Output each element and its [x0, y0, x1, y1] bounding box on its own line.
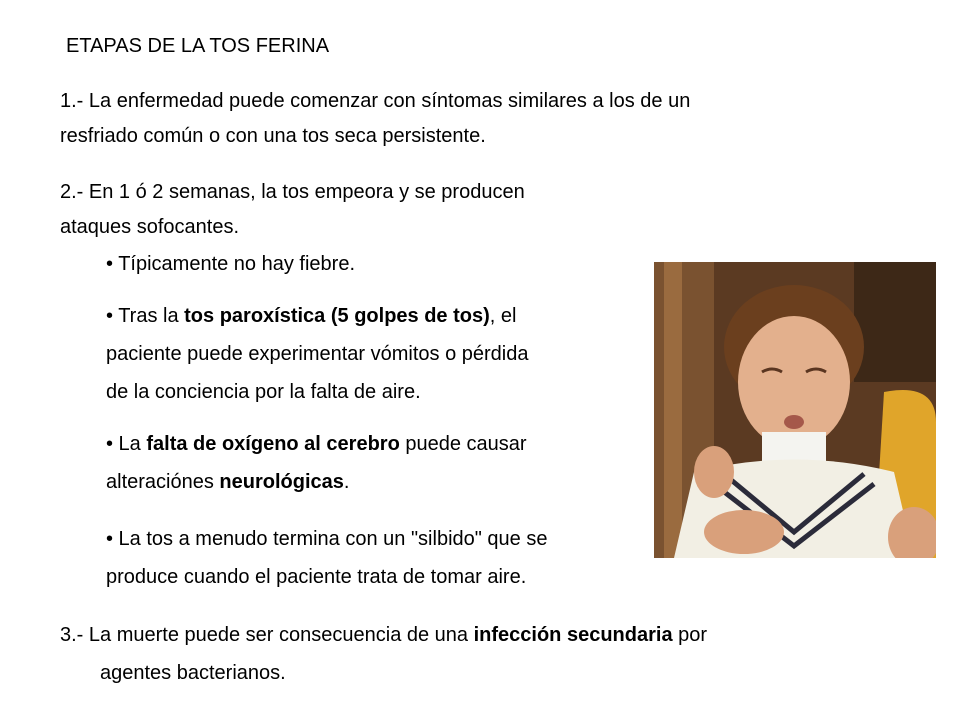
bullet-whoop-line-2: produce cuando el paciente trata de tomar aire.: [106, 566, 527, 588]
stage-2-line-1: 2.- En 1 ó 2 semanas, la tos empeora y se producen: [60, 181, 525, 203]
bullet-paroxysmal-line-3: de la conciencia por la falta de aire.: [106, 381, 421, 403]
bullet-whoop-line-1: • La tos a menudo termina con un "silbido" que se: [106, 528, 548, 550]
coughing-boy-photo: [654, 262, 936, 558]
stage-1-line-2: resfriado común o con una tos seca persistente.: [60, 125, 486, 147]
bullet-no-fever: • Típicamente no hay fiebre.: [106, 253, 355, 275]
bullet-oxygen-line-1: • La falta de oxígeno al cerebro puede causar: [106, 433, 527, 455]
stage-3-line-1: 3.- La muerte puede ser consecuencia de una infección secundaria por: [60, 624, 708, 646]
bullet-paroxysmal-line-1: • Tras la tos paroxística (5 golpes de tos), el: [106, 305, 517, 327]
bullet-oxygen-line-2: alteraciónes neurológicas.: [106, 471, 350, 493]
slide-title: ETAPAS DE LA TOS FERINA: [66, 35, 330, 57]
stage-3-line-2: agentes bacterianos.: [100, 662, 286, 684]
bold-secondary-infection: infección secundaria: [473, 624, 673, 646]
bold-oxygen-lack: falta de oxígeno al cerebro: [146, 433, 400, 455]
bold-neurological: neurológicas: [219, 471, 344, 493]
bold-paroxysmal-cough: tos paroxística (5 golpes de tos): [184, 305, 490, 327]
bullet-paroxysmal-line-2: paciente puede experimentar vómitos o pérdida: [106, 343, 529, 365]
stage-1-line-1: 1.- La enfermedad puede comenzar con síntomas similares a los de un: [60, 90, 691, 112]
stage-2-line-2: ataques sofocantes.: [60, 216, 240, 238]
